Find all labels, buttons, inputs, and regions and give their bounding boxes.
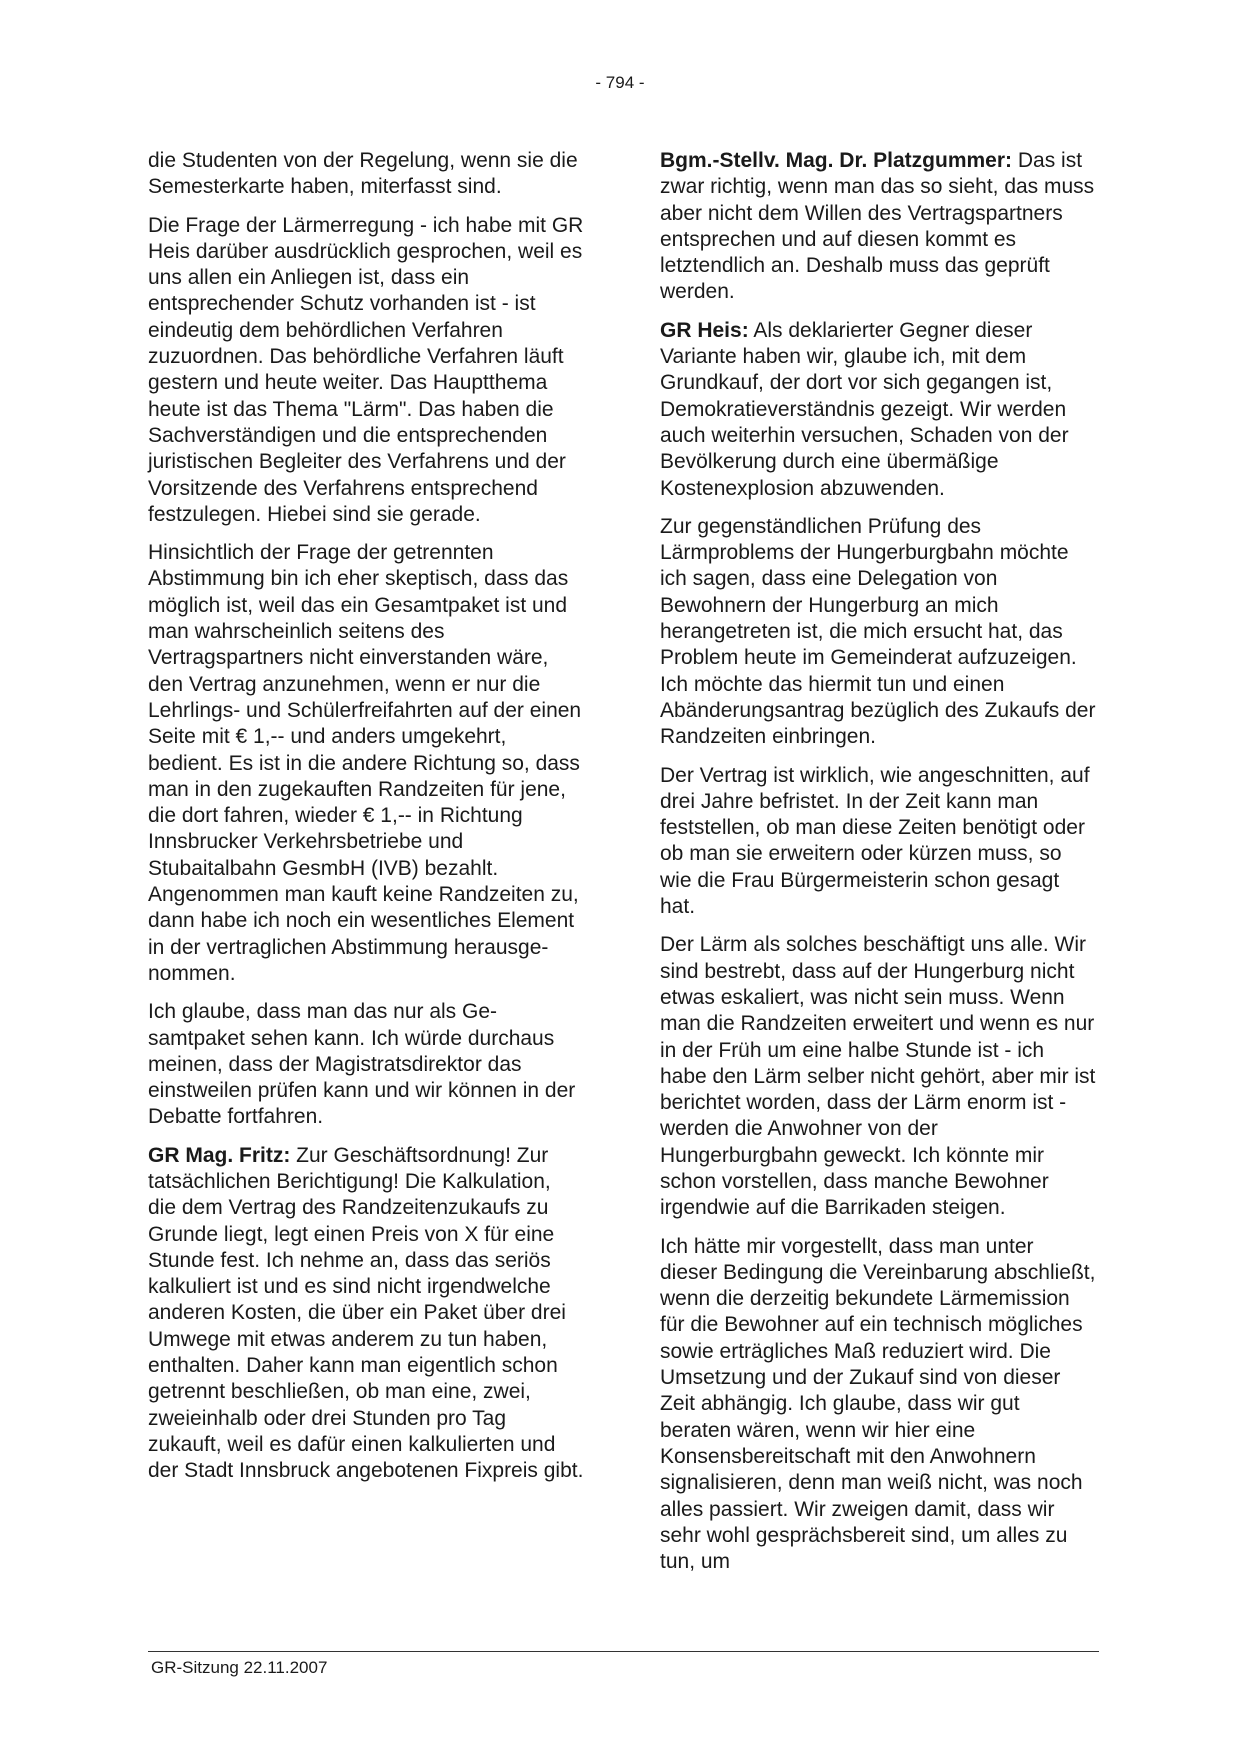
paragraph: Der Vertrag ist wirklich, wie angeschnitten, auf drei Jahre befristet. In der Zeit kann man feststellen, ob man diese Zeiten benötigt oder ob man sie erweitern oder kürzen muss, so wie die Frau Bürgermeisterin schon gesagt hat. <box>660 763 1090 919</box>
paragraph: Ich glaube, dass man das nur als Gesamtpaket sehen kann. Ich würde durchaus meinen, dass der Magistratsdirektor das einstweilen prüfen kann und wir können in der Debatte fortfahren. <box>148 1000 576 1129</box>
speaker-name: Bgm.-Stellv. Mag. Dr. Platzgummer: <box>660 149 1013 172</box>
speech-paragraph <box>660 148 1096 306</box>
paragraph: Ich hätte mir vorgestellt, dass man unter dieser Bedingung die Vereinbarung abschließt, wenn die derzeitig bekundete Lärmemission für die Bewohner auf ein technisch mögliches sowie erträgliches Maß reduziert wird. Die Umsetzung und der Zukauf sind von dieser Zeit abhängig. Ich glaube, dass wir gut beraten wären, wenn wir hier eine Konsensbereitschaft mit den Anwohnern signalisieren, denn man weiß nicht, was noch alles passiert. Wir zweigen damit, dass wir sehr wohl gesprächsbereit sind, um alles zu tun, um <box>660 1234 1096 1574</box>
footer-divider <box>148 1651 1099 1652</box>
paragraph: Der Lärm als solches beschäftigt uns alle. Wir sind bestrebt, dass auf der Hungerburg nicht etwas eskaliert, was nicht sein muss. Wenn man die Randzeiten erweitert und wenn es nur in der Früh um eine halbe Stunde ist - ich habe den Lärm selber nicht gehört, aber mir ist berichtet worden, dass der Lärm enorm ist - werden die Anwohner von der Hungerburgbahn geweckt. Ich könnte mir schon vorstellen, dass manche Bewohner irgendwie auf die Barrikaden steigen. <box>660 933 1096 1220</box>
paragraph: Die Frage der Lärmerregung - ich habe mit GR Heis darüber ausdrücklich gesprochen, weil es uns allen ein Anliegen ist, dass ein entsprechender Schutz vorhanden ist - ist eindeutig dem behördlichen Verfahren zuzuordnen. Das behördliche Verfahren läuft gestern und heute weiter. Das Hauptthema heute ist das Thema "Lärm". Das haben die Sachverständigen und die entsprechenden juristischen Begleiter des Verfahrens und der Vorsitzende des Verfahrens entsprechend festzulegen. Hiebei sind sie gerade. <box>148 213 584 526</box>
paragraph: die Studenten von der Regelung, wenn sie die Semesterkarte haben, miterfasst sind. <box>148 149 578 199</box>
speech-text: Als deklarierter Gegner dieser Variante haben wir, glaube ich, mit dem Grundkauf, der dort vor sich gegangen ist, Demokratieverständnis gezeigt. Wir werden auch weiterhin versuchen, Schaden von der Bevölkerung durch eine übermäßige Kostenexplosion abzuwenden. <box>660 318 1069 500</box>
paragraph: Hinsichtlich der Frage der getrennten Abstimmung bin ich eher skeptisch, dass das möglich ist, weil das ein Gesamtpaket ist und man wahrscheinlich seitens des Vertragspartners nicht einverstanden wäre, den Vertrag anzunehmen, wenn er nur die Lehrlings- und Schülerfreifahrten auf der einen Seite mit € 1,-- und anders umgekehrt, bedient. Es ist in die andere Richtung so, dass man in den zugekauften Randzeiten für jene, die dort fahren, wieder € 1,-- in Richtung Innsbrucker Verkehrsbetriebe und Stubaitalbahn GesmbH (IVB) bezahlt. Angenommen man kauft keine Randzeiten zu, dann habe ich noch ein wesentliches Element in der vertraglichen Abstimmung herausgenommen. <box>148 541 582 985</box>
speech-text: Das ist zwar richtig, wenn man das so sieht, das muss aber nicht dem Willen des Vertragspartners entsprechen und auf diesen kommt es letztendlich an. Deshalb muss das geprüft werden. <box>660 149 1095 304</box>
speaker-name: GR Mag. Fritz: <box>148 1143 291 1167</box>
speech-paragraph <box>660 318 1096 502</box>
right-column <box>660 148 1096 1587</box>
footer-session-date: GR-Sitzung 22.11.2007 <box>151 1658 328 1677</box>
speech-text: Zur Geschäftsordnung! Zur tatsächlichen Berichtigung! Die Kalkulation, die dem Vertrag des Randzeitenzukaufs zu Grunde liegt, legt einen Preis von X für eine Stunde fest. Ich nehme an, dass das seriös kalkuliert ist und es sind nicht irgendwelche anderen Kosten, die über ein Paket über drei Umwege mit etwas anderem zu tun haben, enthalten. Daher kann man eigentlich schon getrennt beschließen, ob man eine, zwei, zweieinhalb oder drei Stunden pro Tag zukauft, weil es dafür einen kalkulierten und der Stadt Innsbruck angebotenen Fixpreis gibt. <box>148 1143 584 1483</box>
speech-paragraph <box>148 1143 584 1485</box>
paragraph: Zur gegenständlichen Prüfung des Lärmproblems der Hungerburgbahn möchte ich sagen, dass eine Delegation von Bewohnern der Hungerburg an mich herangetreten ist, die mich ersucht hat, das Problem heute im Gemeinderat aufzuzeigen. Ich möchte das hiermit tun und einen Abänderungsantrag bezüglich des Zukaufs der Randzeiten einbringen. <box>660 514 1096 749</box>
left-column <box>148 148 584 1497</box>
speaker-name: GR Heis: <box>660 318 749 342</box>
page-number: - 794 - <box>595 73 645 92</box>
